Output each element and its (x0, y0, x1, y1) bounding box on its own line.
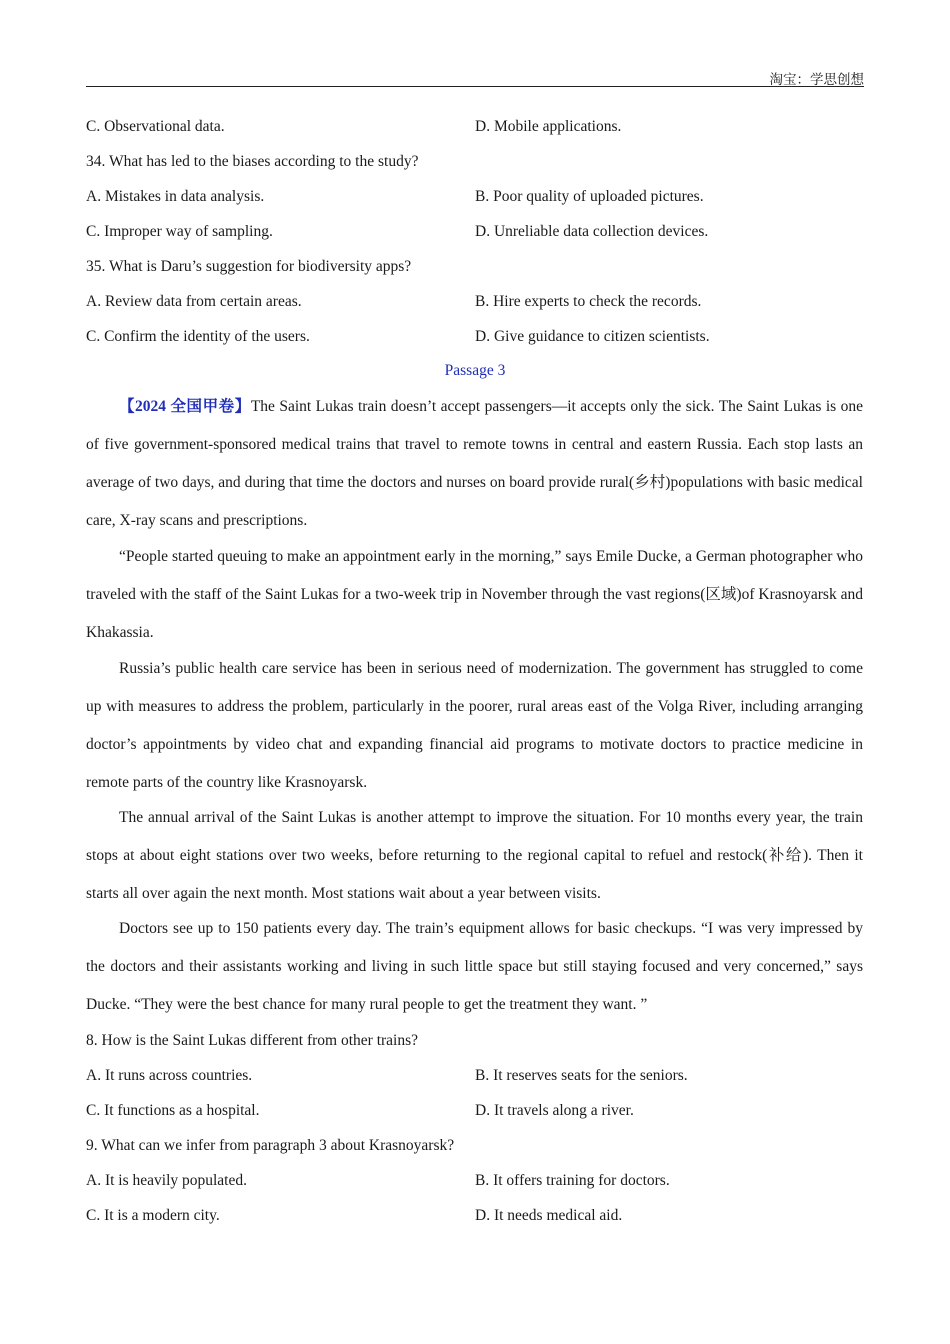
passage-paragraph-4: The annual arrival of the Saint Lukas is another attempt to improve the situation. For 10 months every year, the train stops at about eight stations over two weeks, before returning to the regional capital to refuel and restock(补给). Then it starts all over again the next month. Most stations wait about a year between visits. (86, 809, 863, 902)
page-header (86, 66, 864, 87)
q8-option-c: C. It functions as a hospital. (86, 1102, 260, 1119)
q8-option-b: B. It reserves seats for the seniors. (475, 1067, 688, 1084)
q9-option-a: A. It is heavily populated. (86, 1172, 247, 1189)
q9-question: 9. What can we infer from paragraph 3 about Krasnoyarsk? (86, 1137, 455, 1154)
passage-paragraph-1 (86, 388, 863, 540)
q9-option-d: D. It needs medical aid. (475, 1207, 623, 1224)
q8-option-a: A. It runs across countries. (86, 1067, 253, 1084)
q34-option-a: A. Mistakes in data analysis. (86, 188, 265, 205)
q35-option-d: D. Give guidance to citizen scientists. (475, 328, 710, 345)
q34-option-d: D. Unreliable data collection devices. (475, 223, 709, 240)
q35-option-b: B. Hire experts to check the records. (475, 293, 702, 310)
q33-option-c: C. Observational data. (86, 118, 225, 135)
q33-option-d: D. Mobile applications. (475, 118, 622, 135)
q35-question: 35. What is Daru’s suggestion for biodiversity apps? (86, 258, 412, 275)
q8-option-d: D. It travels along a river. (475, 1102, 634, 1119)
passage-paragraph-2: “People started queuing to make an appointment early in the morning,” says Emile Ducke, a German photographer who traveled with the staff of the Saint Lukas for a two-week trip in November through the vast regions(区域)of Krasnoyarsk and Khakassia. (86, 548, 863, 641)
passage-title: Passage 3 (444, 362, 506, 379)
source-tag: 【2024 全国甲卷】 (119, 398, 251, 415)
q34-question: 34. What has led to the biases according to the study? (86, 153, 419, 170)
q8-question: 8. How is the Saint Lukas different from other trains? (86, 1032, 419, 1049)
paragraph-1-text: The Saint Lukas train doesn’t accept passengers—it accepts only the sick. The Saint Lukas is one of five government-sponsored medical trains that travel to remote towns in central and eastern Russia. Each stop lasts an average of two days, and during that time the doctors and nurses on board provide rural(乡村)populations with basic medical care, X-ray scans and prescriptions. (86, 398, 863, 529)
q34-option-c: C. Improper way of sampling. (86, 223, 273, 240)
passage-paragraph-5: Doctors see up to 150 patients every day. The train’s equipment allows for basic checkups. “I was very impressed by the doctors and their assistants working and living in such little space but still staying focused and very concerned,” says Ducke. “They were the best chance for many rural people to get the treatment they want. ” (86, 920, 863, 1013)
passage-paragraph-3: Russia’s public health care service has been in serious need of modernization. The government has struggled to come up with measures to address the problem, particularly in the poorer, rural areas east of the Volga River, including arranging doctor’s appointments by video chat and expanding financial aid programs to motivate doctors to practice medicine in remote parts of the country like Krasnoyarsk. (86, 660, 863, 791)
q35-option-c: C. Confirm the identity of the users. (86, 328, 310, 345)
header-text: 淘宝：学思创想 (769, 72, 864, 87)
q35-option-a: A. Review data from certain areas. (86, 293, 302, 310)
q9-option-b: B. It offers training for doctors. (475, 1172, 670, 1189)
q9-option-c: C. It is a modern city. (86, 1207, 220, 1224)
q34-option-b: B. Poor quality of uploaded pictures. (475, 188, 704, 205)
